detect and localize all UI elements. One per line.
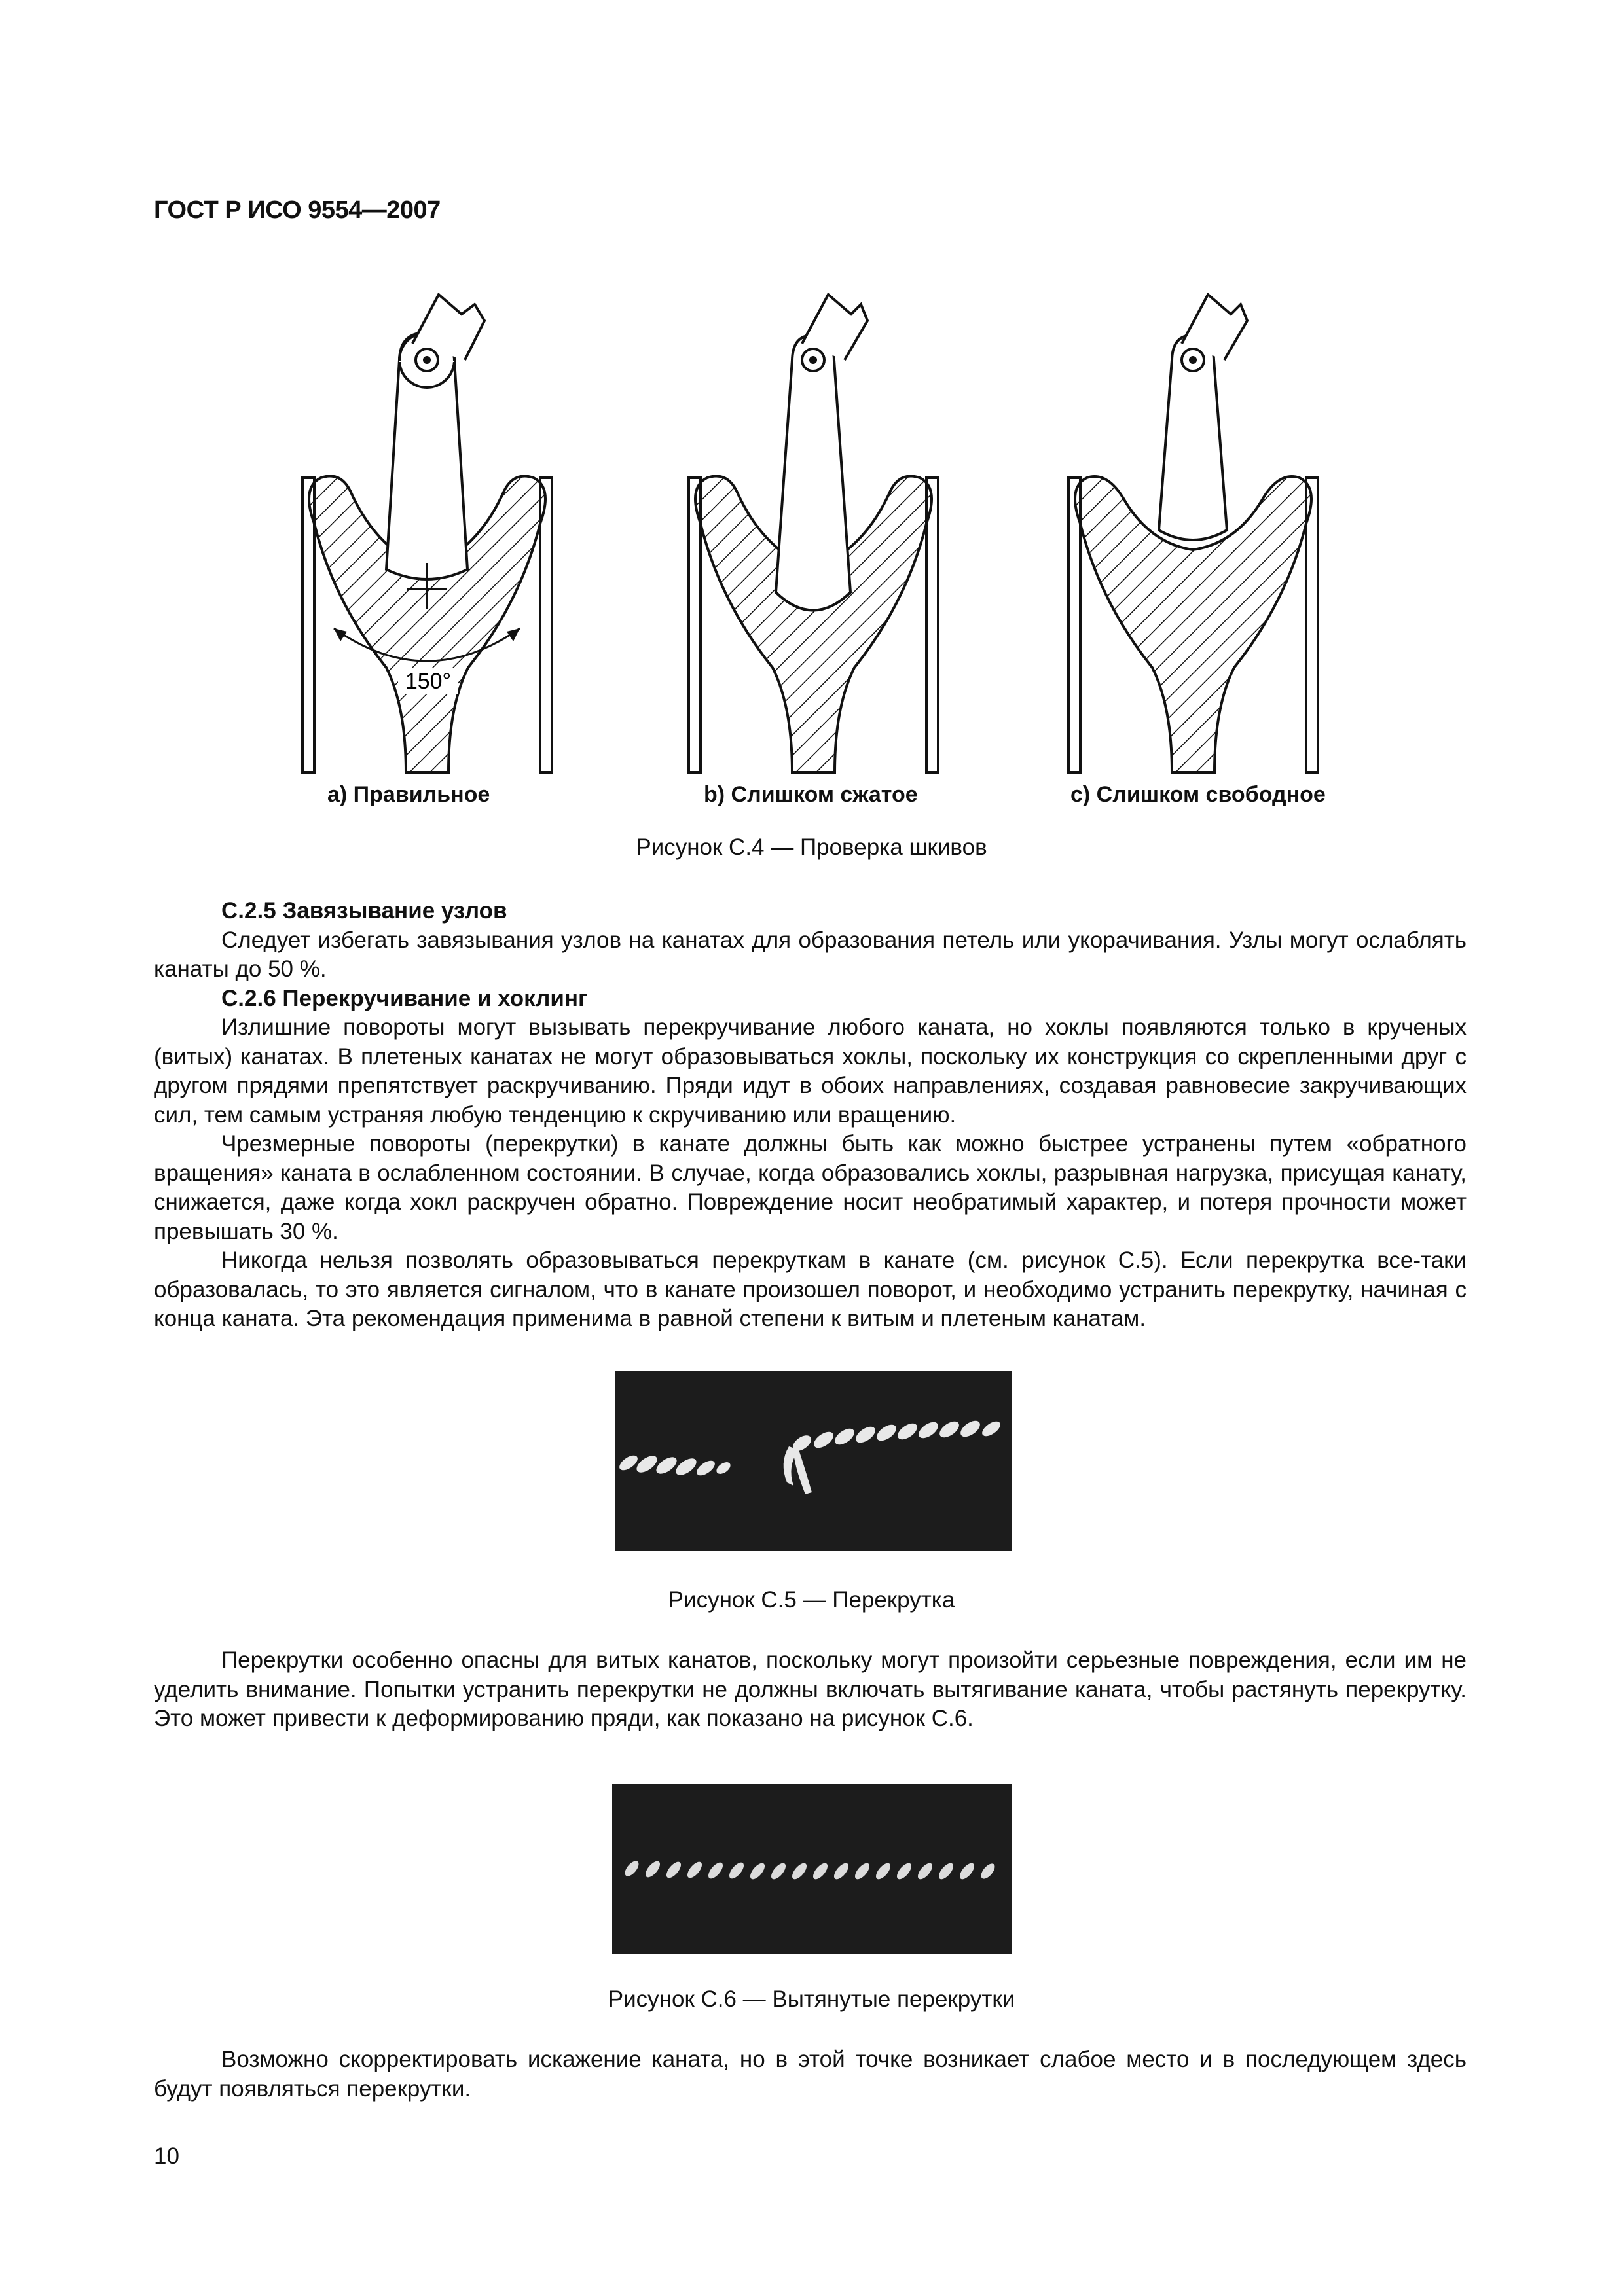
figure-c5-caption: Рисунок С.5 — Перекрутка bbox=[668, 1587, 955, 1613]
section-c26-paragraph-3: Никогда нельзя позволять образовываться перекруткам в канате (см. рисунок С.5). Если перекрутка все-таки образовалась, то это является сигналом, что в канате произошел поворот, и необходимо устранить перекрутку, начиная с конца каната. Эта рекомендация применима в равной степени к витым и плетеным канатам. bbox=[154, 1247, 1467, 1331]
final-paragraph: Возможно скорректировать искажение каната, но в этой точке возникает слабое место и в последующем здесь будут появляться перекрутки. bbox=[154, 2047, 1467, 2102]
figure-c6-caption: Рисунок С.6 — Вытянутые перекрутки bbox=[608, 1986, 1015, 2012]
angle-label: 150° bbox=[405, 669, 452, 694]
section-c26-paragraph-1: Излишние повороты могут вызывать перекручивание любого каната, но хоклы появляются только в крученых (витых) канатах. В плетеных канатах не могут образовываться хоклы, поскольку их конструкция со скрепленными друг с другом прядями препятствует раскручиванию. Пряди идут в обоих направлениях, создавая равновесие закручивающих сил, тем самым устраняя любую тенденцию к скручиванию или вращению. bbox=[154, 1014, 1467, 1128]
text-block-after-c5 bbox=[154, 1646, 1467, 1734]
sheave-too-loose-drawing bbox=[1068, 295, 1318, 772]
sheave-too-narrow-drawing bbox=[689, 295, 938, 772]
text-block-final bbox=[154, 2045, 1467, 2104]
section-c26-paragraph-2: Чрезмерные повороты (перекрутки) в канате должны быть как можно быстрее устранены путем «обратного вращения» каната в ослабленном состоянии. В случае, когда образовались хоклы, разрывная нагрузка, присущая канату, снижается, даже когда хокл раскручен обратно. Повреждение носит необратимый характер, и потеря прочности может превышать 30 %. bbox=[154, 1131, 1467, 1244]
page-number: 10 bbox=[154, 2144, 179, 2169]
subcaption-c: c) Слишком свободное bbox=[1070, 782, 1326, 807]
figure-c6-photo bbox=[612, 1784, 1012, 1954]
figure-c4-caption: Рисунок С.4 — Проверка шкивов bbox=[636, 834, 987, 860]
sheave-correct-drawing bbox=[302, 295, 552, 772]
section-c26-heading: С.2.6 Перекручивание и хоклинг bbox=[221, 985, 588, 1011]
text-block-sections bbox=[154, 897, 1467, 1334]
section-c25-paragraph: Следует избегать завязывания узлов на канатах для образования петель или укорачивания. Узлы могут ослаблять канаты до 50 %. bbox=[154, 927, 1467, 982]
document-header: ГОСТ Р ИСО 9554—2007 bbox=[154, 196, 441, 224]
figure-c5-photo bbox=[615, 1371, 1012, 1551]
subcaption-a: a) Правильное bbox=[327, 782, 490, 807]
paragraph-after-c5: Перекрутки особенно опасны для витых канатов, поскольку могут произойти серьезные повреждения, если им не уделить внимание. Попытки устранить перекрутки не должны включать вытягивание каната, чтобы растянуть перекрутку. Это может привести к деформированию пряди, как показано на рисунок С.6. bbox=[154, 1647, 1467, 1731]
section-c25-heading: С.2.5 Завязывание узлов bbox=[221, 898, 507, 924]
figure-c4-sheave-drawings bbox=[288, 262, 1375, 825]
subcaption-b: b) Слишком сжатое bbox=[704, 782, 918, 807]
